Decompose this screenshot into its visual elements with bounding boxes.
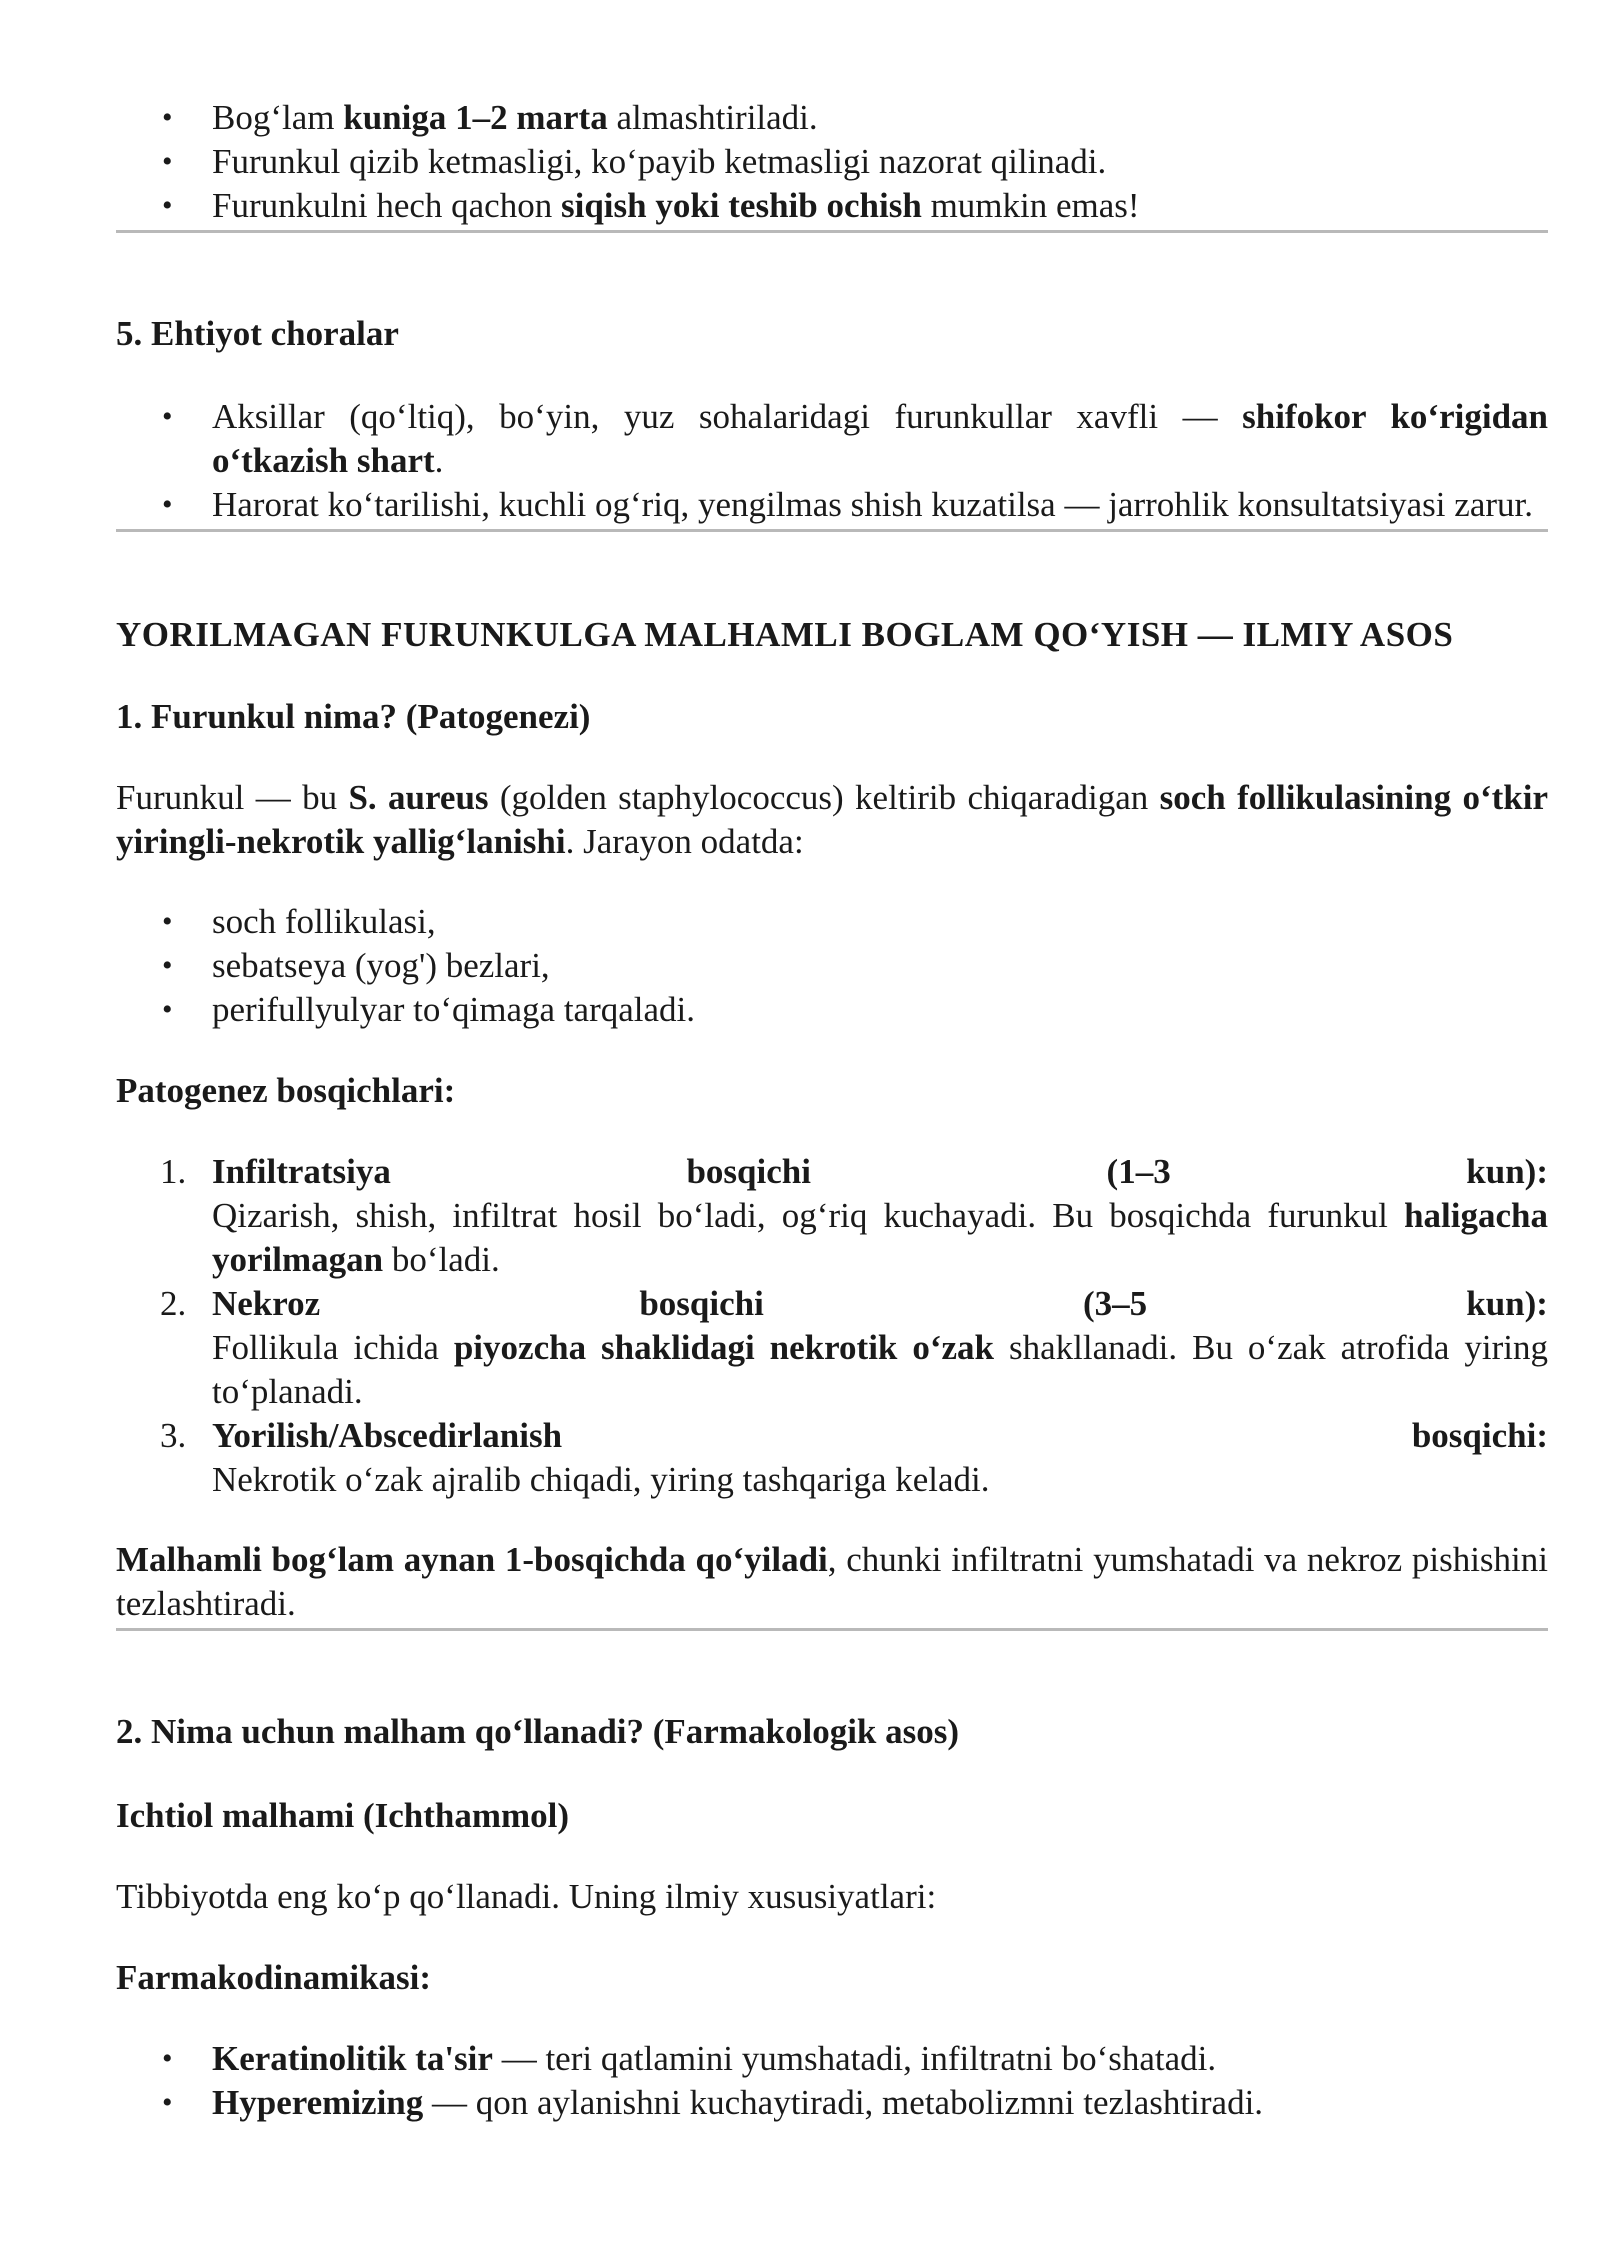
stage-body: Nekrotik o‘zak ajralib chiqadi, yiring tashqariga keladi. — [212, 1460, 990, 1499]
pharmacodynamics-list — [116, 2037, 1548, 2125]
list-item: • sebatseya (yog') bezlari, — [212, 944, 1548, 988]
list-item: • perifullyulyar to‘qimaga tarqaladi. — [212, 988, 1548, 1032]
subheading: Patogenez bosqichlari: — [116, 1071, 456, 1110]
list-item: • Aksillar (qo‘ltiq), bo‘yin, yuz sohalaridagi furunkullar xavfli — shifokor ko‘rigidan o‘tkazish shart. — [212, 395, 1548, 483]
paragraph: Tibbiyotda eng ko‘p qo‘llanadi. Uning ilmiy xususiyatlari: — [116, 1877, 937, 1916]
list-item: • Harorat ko‘tarilishi, kuchli og‘riq, yengilmas shish kuzatilsa — jarrohlik konsultatsiyasi zarur. — [212, 483, 1548, 527]
list-item: • soch follikulasi, — [212, 900, 1548, 944]
paragraph: Furunkul — bu S. aureus (golden staphylococcus) keltirib chiqaradigan soch follikulasining o‘tkir yiringli-nekrotik yallig‘lanishi. Jarayon odatda: — [116, 778, 1548, 861]
section-heading: 5. Ehtiyot choralar — [116, 314, 399, 353]
stage-body: Qizarish, shish, infiltrat hosil bo‘ladi, og‘riq kuchayadi. Bu bosqichda furunkul haligacha yorilmagan bo‘ladi. — [212, 1196, 1548, 1279]
stage-item: 2. Nekroz bosqichi (3–5 kun): Follikula ichida piyozcha shaklidagi nekrotik o‘zak shakllanadi. Bu o‘zak atrofida yiring to‘planadi. — [212, 1282, 1548, 1414]
stage-heading: Infiltratsiya bosqichi (1–3 kun): — [212, 1152, 1548, 1191]
stage-item: 1. Infiltratsiya bosqichi (1–3 kun): Qizarish, shish, infiltrat hosil bo‘ladi, og‘riq kuchayadi. Bu bosqichda furunkul haligacha yorilmagan bo‘ladi. — [212, 1150, 1548, 1282]
subheading: Farmakodinamikasi: — [116, 1958, 432, 1997]
divider — [116, 230, 1548, 233]
divider — [116, 529, 1548, 532]
precautions-list — [116, 395, 1548, 527]
care-list — [116, 96, 1548, 228]
divider — [116, 1628, 1548, 1631]
list-item: • Furunkulni hech qachon siqish yoki teshib ochish mumkin emas! — [212, 184, 1548, 228]
stage-heading: Yorilish/Abscedirlanish bosqichi: — [212, 1416, 1548, 1455]
stages-list — [116, 1150, 1548, 1502]
section-heading: 1. Furunkul nima? (Patogenezi) — [116, 697, 591, 736]
list-item: • Keratinolitik ta'sir — teri qatlamini yumshatadi, infiltratni bo‘shatadi. — [212, 2037, 1548, 2081]
list-item: • Bog‘lam kuniga 1–2 marta almashtiriladi. — [212, 96, 1548, 140]
subheading: Ichtiol malhami (Ichthammol) — [116, 1796, 570, 1835]
document-content — [116, 96, 1548, 2125]
section-heading: 2. Nima uchun malham qo‘llanadi? (Farmakologik asos) — [116, 1712, 960, 1751]
stage-heading: Nekroz bosqichi (3–5 kun): — [212, 1284, 1548, 1323]
paragraph: Malhamli bog‘lam aynan 1-bosqichda qo‘yiladi, chunki infiltratni yumshatadi va nekroz pishishini tezlashtiradi. — [116, 1540, 1548, 1623]
list-item: • Hyperemizing — qon aylanishni kuchaytiradi, metabolizmni tezlashtiradi. — [212, 2081, 1548, 2125]
stage-item: 3. Yorilish/Abscedirlanish bosqichi: Nekrotik o‘zak ajralib chiqadi, yiring tashqariga keladi. — [212, 1414, 1548, 1502]
list-item: • Furunkul qizib ketmasligi, ko‘payib ketmasligi nazorat qilinadi. — [212, 140, 1548, 184]
main-heading: YORILMAGAN FURUNKULGA MALHAMLI BOGLAM QO‘YISH — ILMIY ASOS — [116, 615, 1454, 654]
spread-list — [116, 900, 1548, 1032]
stage-body: Follikula ichida piyozcha shaklidagi nekrotik o‘zak shakllanadi. Bu o‘zak atrofida yiring to‘planadi. — [212, 1328, 1548, 1411]
